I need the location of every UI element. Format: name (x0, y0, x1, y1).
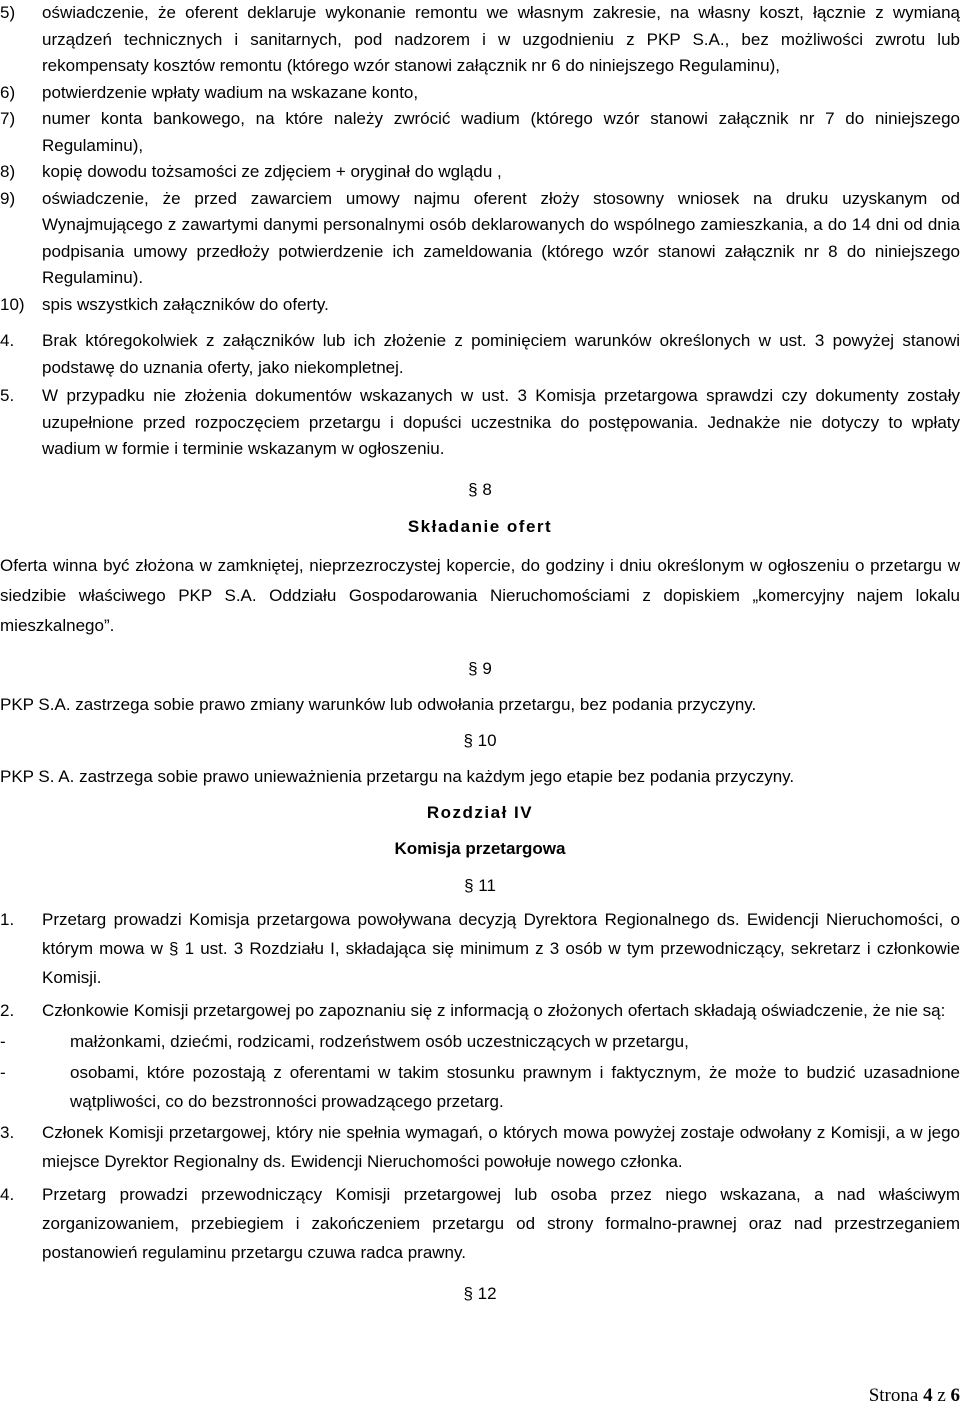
paragraph-text: Przetarg prowadzi Komisja przetargowa powoływana decyzją Dyrektora Regionalnego ds. Ewidencji Nieruchomości, o którym mowa w § 1 ust. 3 Rozdziału I, składająca się minimum z 3 osób w tym przewodniczący, sekretarz i członkowie Komisji. (42, 909, 960, 987)
dash-item-text: osobami, które pozostają z oferentami w takim stosunku prawnym i faktycznym, że może to budzić uzasadnione wątpliwości, co do bezstronności prowadzącego przetarg. (70, 1062, 960, 1111)
section-10-text: PKP S. A. zastrzega sobie prawo unieważnienia przetargu na każdym jego etapie bez podania przyczyny. (0, 766, 795, 786)
numbered-paragraph (0, 905, 960, 992)
dash-item (0, 1058, 960, 1116)
list-item (0, 0, 960, 80)
paragraph-number: 2. (0, 1000, 15, 1020)
footer-prefix: Strona (868, 1384, 919, 1406)
section-10-label: § 10 (463, 730, 497, 750)
numbered-paragraph (0, 996, 960, 1025)
paragraph-text: W przypadku nie złożenia dokumentów wskazanych w ust. 3 Komisja przetargowa sprawdzi czy dokumenty zostały uzupełnione przed rozpoczęciem przetargu i dopuści uczestnika do postępowania. Jednakże nie dotyczy to wpłaty wadium w formie i terminie wskazanym w ogłoszeniu. (42, 386, 960, 458)
section-8-text: Oferta winna być złożona w zamkniętej, nieprzezroczystej kopercie, do godziny i dniu określonym w ogłoszeniu o przetargu w siedzibie właściwego PKP S.A. Oddziału Gospodarowania Nieruchomościami z dopiskiem „komercyjny najem lokalu mieszkalnego”. (0, 555, 960, 635)
page-footer (869, 1383, 960, 1410)
section-11-list (0, 905, 960, 1267)
paragraph-text: Przetarg prowadzi przewodniczący Komisji przetargowej lub osoba przez niego wskazana, a nad właściwym zorganizowaniem, przebiegiem i zakończeniem przetargu od strony formalno-prawnej oraz nad przestrzeganiem postanowień regulaminu przetargu czuwa radca prawny. (42, 1184, 960, 1262)
paragraph-number: 5. (0, 386, 15, 405)
list-item-text: spis wszystkich załączników do oferty. (42, 294, 329, 314)
list-item (0, 106, 960, 159)
chapter-subtitle: Komisja przetargowa (394, 838, 566, 858)
dash-item (0, 1027, 960, 1056)
list-item-text: oświadczenie, że oferent deklaruje wykonanie remontu we własnym zakresie, na własny koszt, łącznie z wymianą urządzeń technicznych i sanitarnych, pod nadzorem i w uzgodnieniu z PKP S.A., bez możliwości zwrotu lub rekompensaty kosztów remontu (którego wzór stanowi załącznik nr 6 do niniejszego Regulaminu), (42, 3, 960, 75)
paragraph-text: Brak któregokolwiek z załączników lub ich złożenie z pominięciem warunków określonych w ust. 3 powyżej stanowi podstawę do uznania oferty, jako niekompletnej. (42, 331, 960, 377)
list-item (0, 80, 960, 107)
paragraph-text: Członkowie Komisji przetargowej po zapoznaniu się z informacją o złożonych ofertach składają oświadczenie, że nie są: (42, 1000, 946, 1020)
list-item-text: potwierdzenie wpłaty wadium na wskazane konto, (42, 82, 419, 102)
dash-marker: - (0, 1062, 6, 1082)
list-item (0, 292, 960, 319)
section-11-label: § 11 (464, 875, 496, 895)
section-9-text: PKP S.A. zastrzega sobie prawo zmiany warunków lub odwołania przetargu, bez podania przyczyny. (0, 694, 757, 714)
numbered-paragraph (0, 1118, 960, 1176)
dash-marker: - (0, 1031, 6, 1051)
paragraph-number: 1. (0, 909, 15, 929)
paragraph-number: 3. (0, 1122, 15, 1142)
paragraph-number: 4. (0, 331, 15, 350)
footer-page-number: 4 (923, 1384, 933, 1406)
list-item-text: oświadczenie, że przed zawarciem umowy najmu oferent złoży stosowny wniosek na druku uzyskanym od Wynajmującego z zawartymi danymi personalnymi osób deklarowanych do wspólnego zamieszkania, a do 14 dni od dnia podpisania umowy przedłoży potwierdzenie ich zameldowania (którego wzór stanowi załącznik nr 8 do niniejszego Regulaminu). (42, 188, 960, 287)
list-item (0, 159, 960, 186)
section-8-label: § 8 (468, 479, 492, 499)
list-item-text: numer konta bankowego, na które należy zwrócić wadium (którego wzór stanowi załącznik nr 7 do niniejszego Regulaminu), (42, 109, 960, 155)
footer-separator: z (937, 1384, 946, 1406)
dash-item-text: małżonkami, dziećmi, rodzicami, rodzeństwem osób uczestniczących w przetargu, (70, 1031, 689, 1051)
paragraph-number: 4. (0, 1184, 15, 1204)
paragraph-text: Członek Komisji przetargowej, który nie spełnia wymagań, o których mowa powyżej zostaje odwołany z Komisji, a w jego miejsce Dyrektor Regionalny ds. Ewidencji Nieruchomości powołuje nowego członka. (42, 1122, 960, 1171)
footer-total-pages: 6 (950, 1384, 960, 1406)
section-12-label: § 12 (463, 1283, 497, 1303)
list-item-number: 9) (0, 188, 16, 208)
section-8-title: Składanie ofert (407, 516, 553, 536)
numbered-paragraph (0, 1180, 960, 1267)
list-item (0, 186, 960, 292)
numbered-paragraph (0, 328, 960, 381)
section-9-label: § 9 (468, 658, 492, 678)
list-item-number: 7) (0, 109, 16, 128)
list-item-number: 5) (0, 3, 16, 22)
numbered-paragraphs (0, 328, 960, 463)
chapter-title: Rozdział IV (426, 802, 534, 822)
numbered-paragraph (0, 383, 960, 463)
list-item-number: 8) (0, 162, 16, 181)
list-item-text: kopię dowodu tożsamości ze zdjęciem + oryginał do wglądu , (42, 162, 502, 181)
list-item-number: 10) (0, 294, 25, 314)
list-item-number: 6) (0, 82, 16, 102)
attachments-list (0, 0, 960, 318)
